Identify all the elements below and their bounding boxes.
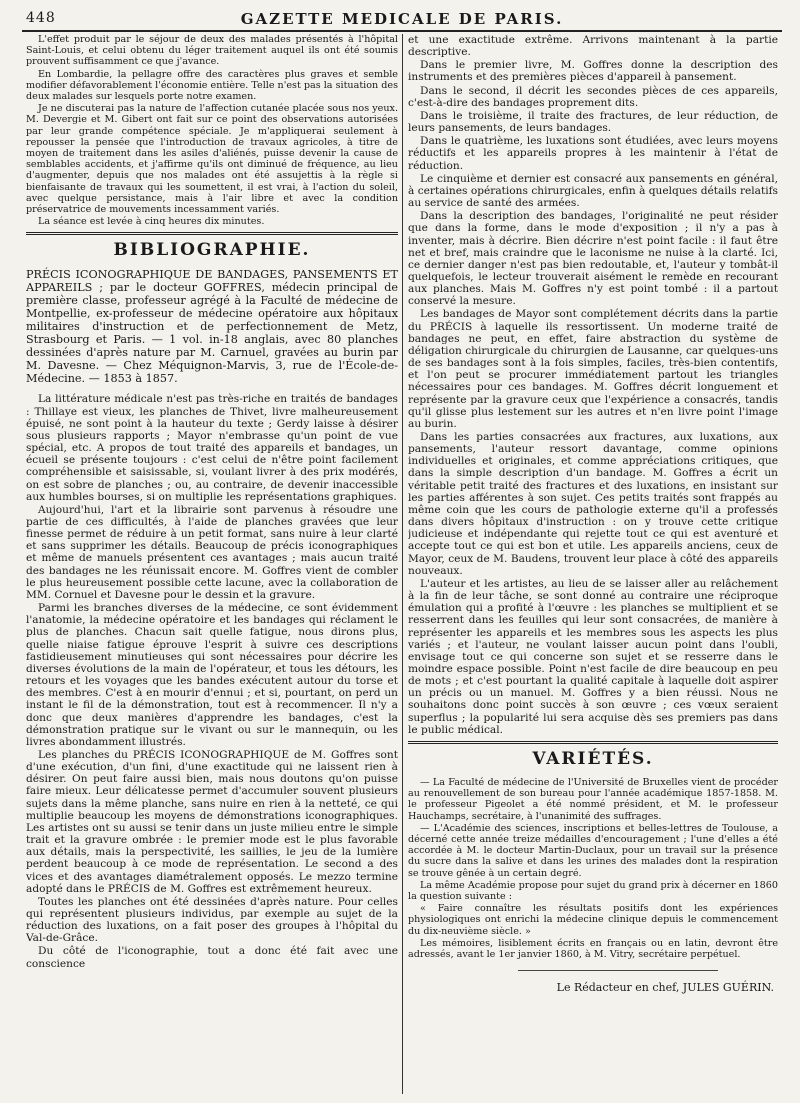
page-header xyxy=(22,6,782,32)
news-item: — L'Académie des sciences, inscriptions et belles-lettres de Toulouse, a décerné cette année treize médailles d'encouragement ; l'une d'elles a été accordée à M. le docteur Martin-Duclaux, pour un travail sur la présence du sucre dans la salive et dans les urines des malades dont la respiration se trouve gênée à un certain degré. xyxy=(408,822,778,879)
paragraph: Dans les parties consacrées aux fractures, aux luxations, aux pansements, l'auteur ressort davantage, comme opinions individuelles et originales, et comme appréciations critiques, que dans la simple description d'un bandage. M. Goffres a écrit un véritable petit traité des fractures et des luxations, en insistant sur les parties afférentes à son sujet. Ces petits traités sont frappés au même coin que les cours de pathologie externe qu'il a professés dans divers hôpitaux d'instruction : on y trouve cette critique judicieuse et indépendante qui rejette tout ce qui est aventuré et accepte tout ce qui est bon et utile. Les appareils anciens, ceux de Mayor, ceux de M. Baudens, trouvent leur place à côté des appareils nouveaux. xyxy=(408,431,778,577)
paragraph: Aujourd'hui, l'art et la librairie sont parvenus à résoudre une partie de ces difficultés, à l'aide de planches gravées que leur finesse permet de réduire à un petit format, sans nuire à leur clarté et sans supprimer les détails. Beaucoup de précis iconographiques et même de manuels présentent ces avantages ; mais aucun traité des bandages ne les réunissait encore. M. Goffres vient de combler le plus heureusement possible cette lacune, avec la collaboration de MM. Cornuel et Davesne pour le dessin et la gravure. xyxy=(26,503,398,601)
book-review xyxy=(26,393,398,969)
newspaper-page xyxy=(22,6,782,1098)
paragraph: Je ne discuterai pas la nature de l'affection cutanée placée sous nos yeux. M. Devergie et M. Gibert ont fait sur ce point des observations autorisées par leur grande compétence spéciale. Je m'appliquerai seulement à repousser la pensée que l'introduction de travaux agricoles, à titre de moyen de traitement dans les asiles d'aliénés, puisse devenir la cause de semblables accidents, et j'affirme qu'ils ont diminué de fréquence, au lieu d'augmenter, depuis que nos malades ont été assujettis à la règle si bienfaisante de travaux qui les soumettent, il est vrai, à l'action du soleil, avec quelque persistance, mais à l'air libre et avec la condition préservatrice de mouvements incessamment variés. xyxy=(26,103,398,216)
right-column xyxy=(408,34,778,1094)
news-item: La même Académie propose pour sujet du grand prix à décerner en 1860 la question suivante : xyxy=(408,879,778,902)
paragraph: Dans le second, il décrit les secondes pièces de ces appareils, c'est-à-dire des bandages proprement dits. xyxy=(408,84,778,109)
varietes-title: VARIÉTÉS. xyxy=(532,748,654,769)
varietes-news xyxy=(408,777,778,960)
page-number: 448 xyxy=(26,10,56,26)
editor-signature: Le Rédacteur en chef, JULES GUÉRIN. xyxy=(556,981,774,995)
paragraph: Le cinquième et dernier est consacré aux pansements en général, à certaines opérations chirurgicales, enfin à quelques détails relatifs au service de santé des armées. xyxy=(408,172,778,210)
paragraph: Du côté de l'iconographie, tout a donc été fait avec une conscience xyxy=(26,945,398,970)
section-divider xyxy=(408,741,778,744)
paragraph: Dans le quatrième, les luxations sont étudiées, avec leurs moyens réductifs et les appareils propres à les maintenir à l'état de réduction. xyxy=(408,135,778,172)
paragraph: En Lombardie, la pellagre offre des caractères plus graves et semble modifier défavorablement l'économie entière. Telle n'est pas la situation des deux malades sur lesquels porte notre examen. xyxy=(26,68,398,103)
news-item: — La Faculté de médecine de l'Université de Bruxelles vient de procéder au renouvellement de son bureau pour l'année académique 1857-1858. M. le professeur Pigeolet a été nommé président, et M. le professeur Hauchamps, secrétaire, à l'unanimité des suffrages. xyxy=(408,776,778,822)
paragraph: Dans le premier livre, M. Goffres donne la description des instruments et des premières pièces d'appareil à pansement. xyxy=(408,59,778,84)
session-closing: La séance est levée à cinq heures dix minutes. xyxy=(38,216,265,228)
bibliography-title: BIBLIOGRAPHIE. xyxy=(113,240,311,261)
signature-rule xyxy=(518,970,718,971)
paragraph: Les bandages de Mayor sont complétement décrits dans la partie du PRÉCIS à laquelle ils ressortissent. Un moderne traité de bandages ne peut, en effet, faire abstraction du système de déligation chirurgicale du chirurgien de Lausanne, car quelques-uns de ses bandages sont à la fois simples, faciles, très-bien contentifs, et l'on peut se procurer immédiatement partout les triangles nécessaires pour ces bandages. M. Goffres décrit longuement et représente par la gravure ceux que l'expérience a consacrés, tandis qu'il glisse plus lestement sur les autres et n'en livre point l'image au burin. xyxy=(408,308,778,430)
paragraph: L'effet produit par le séjour de deux des malades présentés à l'hôpital Saint-Louis, et celui obtenu du léger traitement auquel ils ont été soumis prouvent suffisamment ce que j'avance. xyxy=(26,34,398,68)
paragraph: La littérature médicale n'est pas très-riche en traités de bandages : Thillaye est vieux, les planches de Thivet, livre malheureusement épuisé, ne sont point à la hauteur du texte ; Gerdy laisse à désirer sous plusieurs rapports ; Mayor n'embrasse qu'un point de vue spécial, etc. A propos de tout traité des appareils et bandages, un écueil se présente toujours : c'est celui de n'être point facilement compréhensible et saisissable, si, voulant livrer à des prix modérés, on est sobre de planches ; ou, au contraire, de devenir inaccessible aux humbles bourses, si on multiplie les représentations graphiques. xyxy=(26,393,398,503)
paragraph: Parmi les branches diverses de la médecine, ce sont évidemment l'anatomie, la médecine opératoire et les bandages qui réclament le plus de planches. Chacun sait quelle fatigue, nous dirons plus, quelle niaise fatigue éprouve l'esprit à suivre ces descriptions fastidieusement minutieuses qui sont nécessaires pour décrire les diverses évolutions de la main de l'opérateur, et tous les détours, les retours et les voyages que les bandes exécutent autour du torse et des membres. C'est à en mourir d'ennui ; et si, pourtant, on perd un instant le fil de la démonstration, tout est à recommencer. Il n'y a donc que deux manières d'apprendre les bandages, c'est la démonstration pratique sur le vivant ou sur le mannequin, ou les livres abondamment illustrés. xyxy=(26,602,398,748)
paragraph: L'auteur et les artistes, au lieu de se laisser aller au relâchement à la fin de leur tâche, se sont donné au contraire une réciproque émulation qui a profité à l'œuvre : les planches se multiplient et se resserrent dans les feuilles qui leur sont consacrées, de manière à représenter les appareils et les membres sous les aspects les plus variés ; et l'auteur, ne voulant laisser aucun point dans l'oubli, envisage tout ce qui concerne son sujet et se resserre dans le moindre espace possible. Point n'est facile de dire beaucoup en peu de mots ; et c'est pourtant la qualité capitale à laquelle doit aspirer un précis ou un manuel. M. Goffres y a bien réussi. Nous ne souhaitons donc point succès à son œuvre ; ces vœux seraient superflus ; la popularité lui sera acquise dès ses premiers pas dans le public médical. xyxy=(408,577,778,736)
prize-question: « Faire connaître les résultats positifs dont les expériences physiologiques ont enrichi la médecine clinique depuis le commencement du dix-neuvième siècle. » xyxy=(408,903,778,937)
section-divider xyxy=(26,232,398,235)
left-column xyxy=(26,34,398,1094)
column-divider xyxy=(402,34,403,1094)
paragraph: Dans la description des bandages, l'originalité ne peut résider que dans la forme, dans le mode d'exposition ; il n'y a pas à inventer, mais à décrire. Bien décrire n'est point facile : il faut être net et bref, mais craindre que le laconisme ne nuise à la clarté. Ici, ce dernier danger n'est pas bien redoutable, et, l'auteur y tombât-il quelquefois, le lecteur trouverait aisément le remède en recourant aux planches. Mais M. Goffres n'y est point tombé : il a partout conservé la mesure. xyxy=(408,210,778,308)
book-entry: PRÉCIS ICONOGRAPHIQUE DE BANDAGES, PANSEMENTS ET APPAREILS ; par le docteur GOFFRES, médecin principal de première classe, professeur agrégé à la Faculté de médecine de Montpellie, ex-professeur de médecine opératoire aux hôpitaux militaires d'instruction et de perfectionnement de Metz, Strasbourg et Paris. — 1 vol. in-18 anglais, avec 80 planches dessinées d'après nature par M. Carnuel, gravées au burin par M. Davesne. — Chez Méquignon-Marvis, 3, rue de l'École-de-Médecine. — 1853 à 1857. xyxy=(26,268,398,386)
paragraph: et une exactitude extrême. Arrivons maintenant à la partie descriptive. xyxy=(408,34,778,59)
session-report xyxy=(26,34,398,227)
book-review-continued xyxy=(408,34,778,736)
paragraph: Les planches du PRÉCIS ICONOGRAPHIQUE de M. Goffres sont d'une exécution, d'un fini, d'une exactitude qui ne laissent rien à désirer. On peut faire aussi bien, mais nous doutons qu'on puisse faire mieux. Leur délicatesse permet d'accumuler souvent plusieurs sujets dans la même planche, sans nuire en rien à la netteté, ce qui multiplie beaucoup les moyens de démonstrations iconographiques. Les artistes ont su aussi se tenir dans un juste milieu entre le simple trait et la gravure ombrée : le premier mode est le plus favorable aux détails, mais la perspectivité, les saillies, le jeu de la lumière perdent beaucoup à ce mode de représentation. Le second a des vices et des avantages diamétralement opposés. Le mezzo termine adopté dans le PRÉCIS de M. Goffres est extrêmement heureux. xyxy=(26,748,398,895)
news-item: Les mémoires, lisiblement écrits en français ou en latin, devront être adressés, avant le 1er janvier 1860, à M. Vitry, secrétaire perpétuel. xyxy=(408,937,778,960)
paragraph: Toutes les planches ont été dessinées d'après nature. Pour celles qui représentent plusieurs individus, par exemple au sujet de la réduction des luxations, on a fait poser des groupes à l'hôpital du Val-de-Grâce. xyxy=(26,895,398,945)
paragraph: Dans le troisième, il traite des fractures, de leur réduction, de leurs pansements, de leurs bandages. xyxy=(408,109,778,135)
journal-title: GAZETTE MEDICALE DE PARIS. xyxy=(240,10,564,28)
